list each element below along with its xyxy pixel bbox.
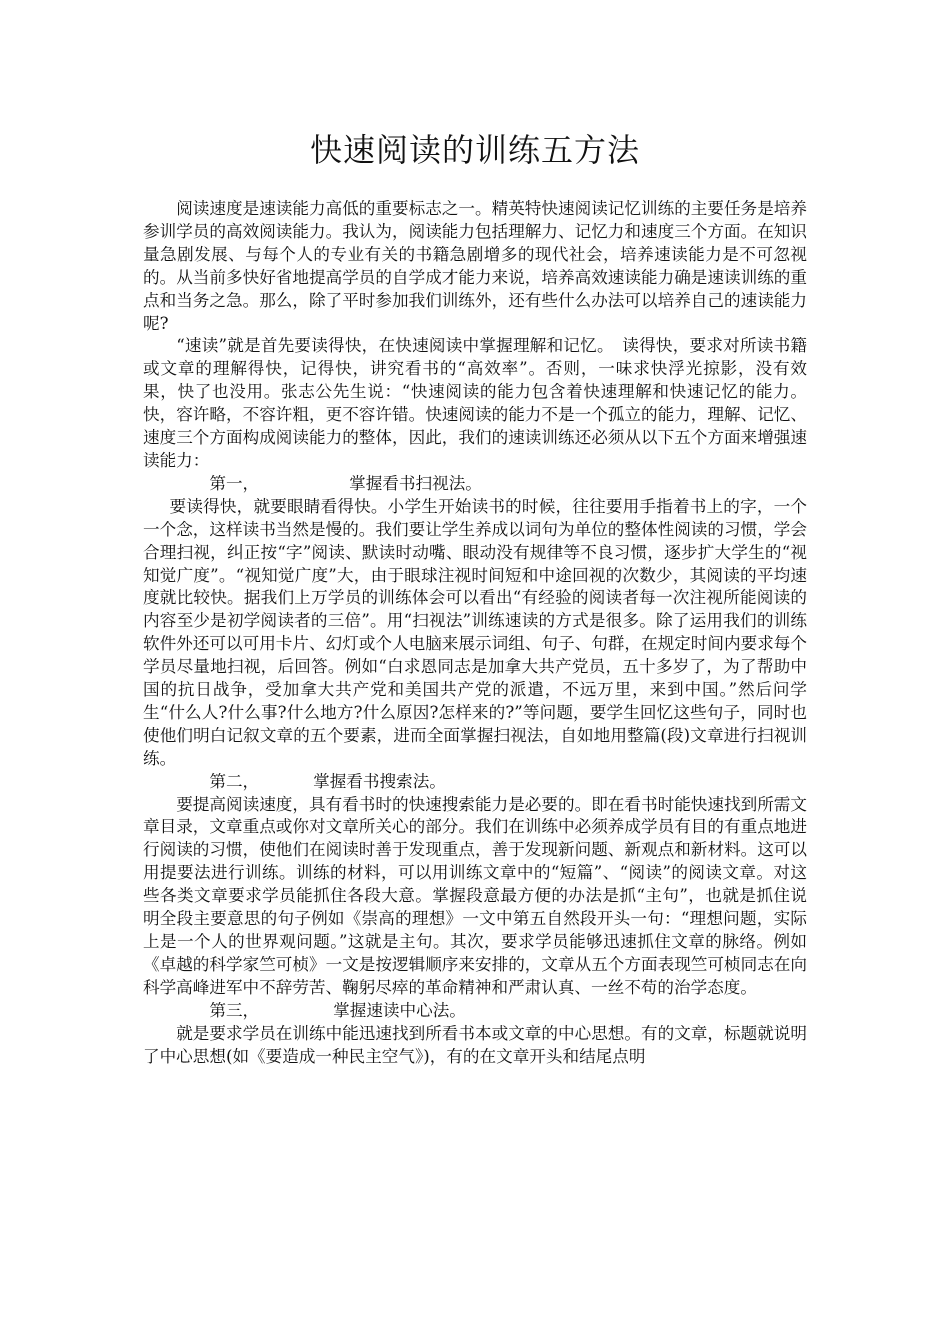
section-heading-3 [143, 1000, 807, 1023]
paragraph-central-idea: 就是要求学员在训练中能迅速找到所看书本或文章的中心思想。有的文章，标题就说明了中心思想(如《要造成一种民主空气》)，有的在文章开头和结尾点明 [143, 1023, 807, 1066]
section-heading-1 [143, 473, 807, 496]
document-title: 快速阅读的训练五方法 [309, 131, 640, 169]
paragraph-speed-reading: “速读”就是首先要读得快，在快速阅读中掌握理解和记忆。 读得快，要求对所读书籍或文章的理解得快，记得快，讲究看书的“高效率”。否则，一味求快浮光掠影，没有效果，快了也没用。张志公先生说：“快速阅读的能力包含着快速理解和快速记忆的能力。快，容许略，不容许粗，更不容许错。快速阅读的能力不是一个孤立的能力，理解、记忆、速度三个方面构成阅读能力的整体，因此，我们的速读训练还必须从以下五个方面来增强速读能力： [143, 336, 807, 470]
paragraph-scanning: 要读得快，就要眼睛看得快。小学生开始读书的时候，往往要用手指着书上的字，一个一个念，这样读书当然是慢的。我们要让学生养成以词句为单位的整体性阅读的习惯，学会合理扫视，纠正按“字”阅读、默读时动嘴、眼动没有规律等不良习惯，逐步扩大学生的“视知觉广度”。“视知觉广度”大，由于眼球注视时间短和中途回视的次数少，其阅读的平均速度就比较快。据我们上万学员的训练体会可以看出“有经验的阅读者每一次注视所能阅读的内容至少是初学阅读者的三倍”。用“扫视法”训练速读的方式是很多。除了运用我们的训练软件外还可以可用卡片、幻灯或个人电脑来展示词组、句子、句群，在规定时间内要求每个学员尽量地扫视，后回答。例如“白求恩同志是加拿大共产党员，五十多岁了，为了帮助中国的抗日战争，受加拿大共产党和美国共产党的派遣，不远万里，来到中国。”然后问学生“什么人?什么事?什么地方?什么原因?怎样来的?”等问题，要学生回忆这些句子，同时也使他们明白记叙文章的五个要素，进而全面掌握扫视法，自如地用整篇(段)文章进行扫视训练。 [143, 496, 807, 768]
section-number: 第一， [209, 473, 260, 493]
section-heading-2 [143, 771, 807, 794]
paragraph-intro: 阅读速度是速读能力高低的重要标志之一。精英特快速阅读记忆训练的主要任务是培养参训学员的高效阅读能力。我认为，阅读能力包括理解力、记忆力和速度三个方面。在知识量急剧发展、与每个人的专业有关的书籍急剧增多的现代社会，培养速读能力是不可忽视的。从当前多快好省地提高学员的自学成才能力来说，培养高效速读能力确是速读训练的重点和当务之急。那么，除了平时参加我们训练外，还有些什么办法可以培养自己的速读能力呢? [143, 199, 807, 333]
section-heading-text: 掌握看书搜索法。 [313, 771, 446, 791]
section-number: 第二， [209, 771, 260, 791]
document-body [143, 198, 807, 1068]
section-heading-text: 掌握看书扫视法。 [349, 473, 482, 493]
section-number: 第三， [209, 1000, 260, 1020]
paragraph-searching: 要提高阅读速度，具有看书时的快速搜索能力是必要的。即在看书时能快速找到所需文章目录，文章重点或你对文章所关心的部分。我们在训练中必须养成学员有目的有重点地进行阅读的习惯，使他们在阅读时善于发现重点，善于发现新问题、新观点和新材料。这可以用提要法进行训练。训练的材料，可以用训练文章中的“短篇”、“阅读”的阅读文章。对这些各类文章要求学员能抓住各段大意。掌握段意最方便的办法是抓“主句”，也就是抓住说明全段主要意思的句子例如《崇高的理想》一文中第五自然段开头一句：“理想问题，实际上是一个人的世界观问题。”这就是主句。其次，要求学员能够迅速抓住文章的脉络。例如《卓越的科学家竺可桢》一文是按逻辑顺序来安排的，文章从五个方面表现竺可桢同志在向科学高峰进军中不辞劳苦、鞠躬尽瘁的革命精神和严肃认真、一丝不苟的治学态度。 [143, 794, 807, 997]
section-heading-text: 掌握速读中心法。 [333, 1000, 466, 1020]
